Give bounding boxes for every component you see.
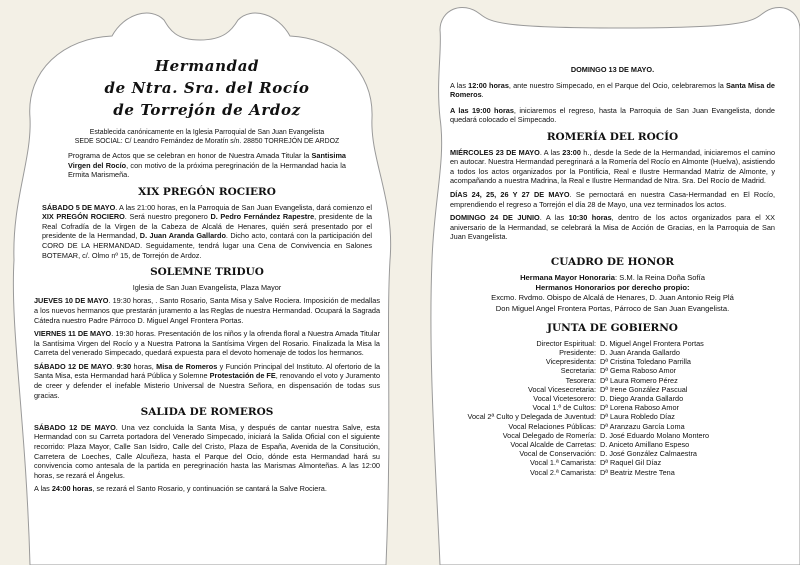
- rosario-text-2: , se rezará el Santo Rosario, y continuación se cantará la Salve Rociera.: [92, 484, 327, 494]
- junta-row: [450, 403, 775, 412]
- title-line-1: Hermandad: [154, 57, 260, 75]
- miercoles-text-1: . A las: [539, 147, 563, 157]
- junta-role: Vocal 2.ª Camarista:: [530, 467, 596, 477]
- pregon-name: XIX PREGÓN ROCIERO: [42, 212, 125, 222]
- junta-role: Vocal Relaciones Públicas:: [508, 421, 596, 431]
- junta-member: D. José González Calmaestra: [600, 449, 697, 459]
- junta-member: Dª Beatriz Mestre Tena: [600, 467, 675, 477]
- junio-time: 10:30 horas: [568, 213, 612, 223]
- junta-row: [450, 412, 775, 421]
- regreso-time: A las 19:00 horas: [450, 105, 514, 115]
- pregonero-name: D. Pedro Fernández Rapestre: [210, 212, 315, 222]
- establishment-line: Establecida canónicamente en la Iglesia Parroquial de San Juan Evangelista: [89, 129, 325, 136]
- junta-role: Tesorera:: [565, 375, 596, 385]
- d13-text-1: A las: [450, 80, 469, 90]
- junio-date: DOMINGO 24 DE JUNIO: [450, 213, 540, 223]
- domingo13-heading: [450, 65, 775, 75]
- junta-role: Vocal 2ª Culto y Delegada de Juventud:: [467, 412, 596, 422]
- domingo13-label: DOMINGO 13 DE MAYO.: [570, 65, 655, 74]
- title-line-2: de Ntra. Sra. del Rocío: [104, 79, 310, 97]
- pregon-date: SÁBADO 5 DE MAYO: [42, 202, 116, 212]
- hermanos-honorarios-label: Hermanos Honorarios por derecho propio:: [535, 282, 690, 292]
- junta-list: [450, 339, 775, 477]
- left-column: [34, 55, 380, 498]
- junta-role: Vocal Vicetesorero:: [533, 393, 596, 403]
- title-line-3: de Torrejón de Ardoz: [113, 101, 301, 119]
- junta-row: [450, 339, 775, 348]
- jueves-date: JUEVES 10 DE MAYO: [34, 296, 109, 306]
- junta-role: Vicepresidenta:: [545, 357, 596, 367]
- cuadro-honor: [450, 273, 775, 315]
- junta-row: [450, 348, 775, 357]
- pregon-text-4: . Dicho acto, contará con la participación del CORO DE LA HERMANDAD. Seguidamente, tendrá lugar una Cena de Convivencia en Salones BOTEMAR, c/. Olmo nº 15, de Torrejón de Ardoz.: [42, 231, 372, 260]
- cuadro-line-3: Excmo. Rvdmo. Obispo de Alcalá de Henares, D. Juan Antonio Reig Plá: [491, 293, 734, 303]
- junio-text-2: , dentro de los actos organizados para el XX aniversario de la Hermandad, se celebrará la Misa de Acción de Gracias, en la Parroquia de San Juan Evangelista.: [450, 213, 775, 242]
- junta-member: D. Diego Aranda Gallardo: [600, 393, 684, 403]
- pregon-text-2: . Será nuestro pregonero: [124, 212, 211, 222]
- right-column: [450, 65, 775, 477]
- salida-date: SÁBADO 12 DE MAYO: [34, 422, 116, 432]
- triduo-viernes: [34, 329, 380, 358]
- intro-text-2: , con motivo de la próxima peregrinación de la Hermandad hacia la Ermita Marismeña.: [68, 160, 346, 180]
- junta-member: Dª Laura Romero Pérez: [600, 375, 678, 385]
- cuadro-heading: CUADRO DE HONOR: [550, 255, 675, 268]
- junta-member: D. Miguel Angel Frontera Portas: [600, 338, 704, 348]
- misa-romeros: Misa de Romeros: [156, 361, 218, 371]
- salida-paragraph: [34, 423, 380, 481]
- regreso-text: , iniciaremos el regreso, hasta la Parroquia de San Juan Evangelista, donde quedará colocado el Simpecado.: [450, 105, 775, 125]
- salida-heading: SALIDA DE ROMEROS: [140, 406, 274, 419]
- junta-member: Dª Gema Raboso Amor: [600, 366, 677, 376]
- romeria-dias: [450, 190, 775, 209]
- rosario-text-1: A las: [34, 484, 52, 494]
- sabado-text-1: horas,: [131, 361, 157, 371]
- d13-text-2: , ante nuestro Simpecado, en el Parque del Ocio, celebraremos la: [508, 80, 726, 90]
- triduo-place: Iglesia de San Juan Evangelista, Plaza Mayor: [132, 282, 282, 292]
- junta-member: Dª Irene González Pascual: [600, 384, 688, 394]
- viernes-text: . 19:30 horas. Presentación de los niños y la ofrenda floral a Nuestra Amada Titular la Santísima Virgen del Rocío y a Nuestra Patrona la Santísima Virgen del Rosario. Finalizada la Misa la Carreta del venerado Simpecado, quedará expuesta para el devoto homenaje de todos los hermanos.: [34, 329, 380, 358]
- sabado-sep: .: [112, 361, 117, 371]
- junta-member: Dª Laura Robledo Díaz: [600, 412, 675, 422]
- triduo-jueves: [34, 296, 380, 325]
- intro-text: Programa de Actos que se celebran en honor de Nuestra Amada Titular la: [68, 151, 312, 161]
- rosario-time: 24:00 horas: [51, 484, 93, 494]
- junta-role: Vocal de Conservación:: [519, 449, 596, 459]
- sabado-text-3: , renovando el voto y Juramento de creer y defender el inefable Misterio Universal de Nuestra Señora, en dispensación de todas sus gracias.: [34, 371, 381, 400]
- junta-row: [450, 394, 775, 403]
- junta-heading: JUNTA DE GOBIERNO: [547, 322, 678, 335]
- hermana-mayor-name: : S.M. la Reina Doña Sofía: [615, 272, 705, 282]
- junta-row: [450, 366, 775, 375]
- junta-member: D. Aniceto Amillano Espeso: [600, 439, 690, 449]
- sabado-text-2: y Función Principal del Instituto. Al ofertorio de la Santa Misa, esta Hermandad hará Pública y Solemne: [34, 361, 380, 381]
- pregon-text-1: . A las 21:00 horas, en la Parroquia de San Juan Evangelista, dará comienzo el: [115, 202, 372, 212]
- cuadro-line-2: [450, 283, 775, 293]
- sabado-time: 9:30: [116, 361, 132, 371]
- junta-role: Vocal 1.ª Camarista:: [530, 458, 596, 468]
- junta-role: Vocal 1.º de Cultos:: [532, 403, 596, 413]
- junio-text-1: . A las: [539, 213, 569, 223]
- romeria-miercoles: [450, 148, 775, 186]
- junta-row: [450, 376, 775, 385]
- protestacion-fe: Protestación de FE: [209, 371, 276, 381]
- domingo13-regreso: [450, 106, 775, 125]
- junta-member: D. José Eduardo Molano Montero: [600, 430, 710, 440]
- salida-rosario: [34, 484, 380, 494]
- dias-date: DÍAS 24, 25, 26 Y 27 DE MAYO: [450, 189, 570, 199]
- intro-paragraph: [34, 151, 380, 180]
- presidente-name: D. Juan Aranda Gallardo: [139, 231, 226, 241]
- dias-text: . Se pernoctará en nuestra Casa-Hermandad en El Rocío, emprendiendo el regreso a Torrejón el día 28 de Mayo, una vez terminados los actos.: [450, 189, 776, 209]
- sede-social-line: SEDE SOCIAL: C/ Leandro Fernández de Moratín s/n. 28850 TORREJÓN DE ARDOZ: [74, 137, 340, 145]
- junta-role: Presidente:: [559, 347, 596, 357]
- miercoles-text-2: h., desde la Sede de la Hermandad, iniciaremos el camino en autocar. Nuestra Hermandad peregrinará a la Romería del Rocío en Almonte (Huelva), asistiendo a todos los actos organizados por la Pontificia, Real e Ilustre Hermandad Matriz de Almonte, y acompañando a nuestra Madrina, la Real e Ilustre Hermandad de Ntra. Sra. Del Rocío de Madrid.: [450, 147, 776, 186]
- junta-row: [450, 449, 775, 458]
- brotherhood-title: [34, 55, 380, 121]
- triduo-sabado: [34, 362, 380, 400]
- d13-misa-name: Santa Misa de Romeros: [450, 80, 775, 100]
- viernes-date: VIERNES 11 DE MAYO: [34, 329, 112, 339]
- sabado-date: SÁBADO 12 DE MAYO: [34, 361, 113, 371]
- junta-row: [450, 422, 775, 431]
- miercoles-time: 23:00: [562, 147, 581, 157]
- junta-row: [450, 440, 775, 449]
- junta-role: Director Espiritual:: [536, 338, 596, 348]
- d13-text-3: .: [481, 90, 484, 100]
- cuadro-line-1: [450, 273, 775, 283]
- junta-role: Vocal Alcalde de Carretas:: [510, 439, 596, 449]
- jueves-text: . 19:30 horas, . Santo Rosario, Santa Misa y Salve Rociera. Imposición de medallas a los nuevos hermanos que prestarán juramento a las Reglas de nuestra Hermandad. Ocupará la Sagrada Cátedra nuestro Padre Párroco D. Miguel Angel Frontera Portas.: [34, 296, 380, 325]
- pregon-paragraph: [34, 203, 380, 261]
- junta-member: D. Juan Aranda Gallardo: [600, 347, 680, 357]
- establishment-info: [34, 129, 380, 146]
- triduo-heading: SOLEMNE TRIDUO: [150, 266, 264, 279]
- romeria-heading: ROMERÍA DEL ROCÍO: [546, 130, 679, 143]
- cuadro-line-4: Don Miguel Angel Frontera Portas, Párroco de San Juan Evangelista.: [495, 303, 730, 313]
- junta-role: Vocal Delegado de Romería:: [502, 430, 596, 440]
- junta-row: [450, 357, 775, 366]
- pregon-heading: XIX PREGÓN ROCIERO: [138, 185, 276, 198]
- junta-role: Secretaria:: [560, 366, 596, 376]
- junta-role: Vocal Vicesecretaria:: [527, 384, 596, 394]
- junta-member: Dª Aranzazu García Loma: [600, 421, 685, 431]
- junta-member: Dª Lorena Raboso Amor: [600, 403, 679, 413]
- junta-member: Dª Raquel Gil Díaz: [600, 458, 662, 468]
- salida-text: . Una vez concluida la Santa Misa, y después de cantar nuestra Salve, esta Hermandad con su Carreta portadora del Venerado Simpecado, iniciará la Salida Oficial con el siguiente recorrido: Plaza Mayor, Calle San Isidro, Calle del Cristo, Plaza de España, Avenida de la Consitución, Carretera de Loeches, Calle Alcuñeza, hasta el Parque del Ocio, dónde esta Hermandad hará su convivencia como antesala de la partida en peregrinación hasta las Marismas Almonteñas. A las 12:00 horas, se rezará el Ángelus.: [34, 422, 380, 480]
- junta-row: [450, 468, 775, 477]
- junta-member: Dª Cristina Toledano Parrilla: [600, 357, 691, 367]
- junta-row: [450, 385, 775, 394]
- intro-bold: Santisima Virgen del Rocío: [68, 151, 346, 170]
- romeria-junio: [450, 213, 775, 242]
- d13-time: 12:00 horas: [468, 80, 509, 90]
- miercoles-date: MIÉRCOLES 23 DE MAYO: [450, 147, 540, 157]
- pregon-text-3: , presidente de la Real Cofradía de la Virgen de la Cabeza de Alcalá de Henares, quién será presentado por el presidente de la Hermandad,: [42, 212, 373, 241]
- domingo13-misa: [450, 81, 775, 100]
- hermana-mayor-label: Hermana Mayor Honoraria: [520, 272, 616, 282]
- junta-row: [450, 458, 775, 467]
- junta-row: [450, 431, 775, 440]
